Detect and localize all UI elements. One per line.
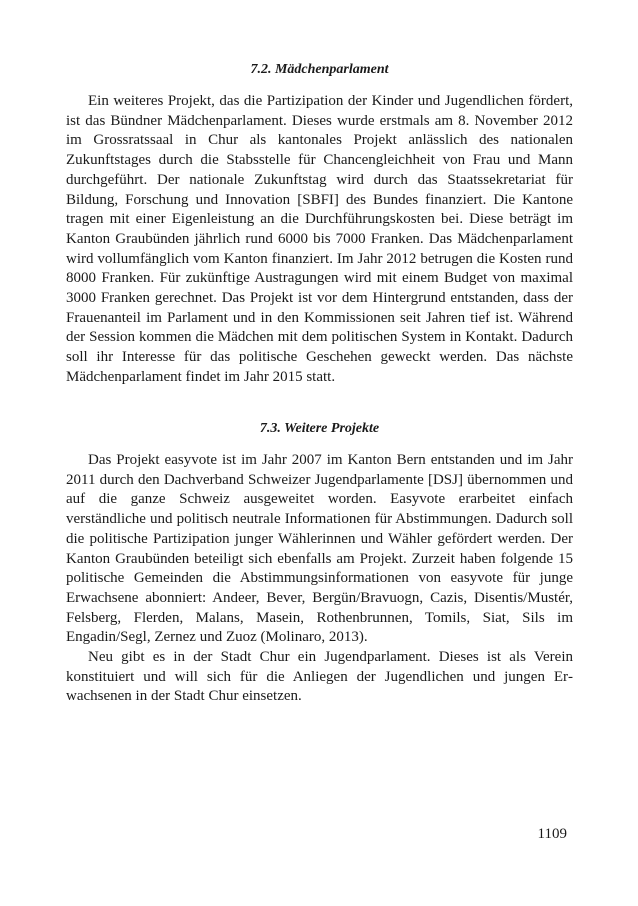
section-body-weitere-projekte (66, 451, 573, 707)
paragraph: Das Projekt easyvote ist im Jahr 2007 im Kanton Bern entstanden und im Jahr 2011 durch den Dachverband Schweizer Jugendparlamente [DSJ] übernommen und auf die ganze Schweiz ausgeweitet worden. Easyvote erarbeitet einfach verständliche und politisch neutrale Informationen für Abstimmungen. Dadurch soll die politische Partizipation junger Wählerinnen und Wähler gefördert werden. Der Kanton Graubünden beteiligt sich ebenfalls am Projekt. Zurzeit haben folgende 15 politische Gemeinden die Abstimmungsinformationen von easyvote für junge Erwachsene abonniert: Andeer, Bever, Bergün/Bravuogn, Cazis, Disentis/Mustér, Felsberg, Flerden, Malans, Masein, Rothenbrunnen, Tomils, Siat, Sils im Engadin/Segl, Zernez und Zuoz (Molinaro, 2013). (66, 452, 573, 646)
page-number: 1109 (537, 826, 567, 842)
section-heading-maedchenparlament: 7.2. Mädchenparlament (250, 62, 389, 77)
section-body-maedchenparlament (66, 92, 573, 388)
paragraph: Ein weiteres Projekt, das die Partizipation der Kinder und Jugendlichen fördert, ist das Bündner Mädchenparlament. Dieses wurde erstmals am 8. November 2012 im Grossratssaal in Chur als kantonales Projekt anlässlich des nationalen Zukunftstages durch die Stabsstelle für Chancengleichheit von Frau und Mann durchgeführt. Der nationale Zukunftstag wird durch das Staatssekretariat für Bildung, Forschung und Innovation [SBFI] des Bundes finanziert. Die Kantone tragen mit einer Eigenleistung an die Durchführungskosten bei. Diese beträgt im Kanton Graubünden jährlich rund 6000 bis 7000 Franken. Das Mädchenparlament wird vollumfänglich vom Kanton finanziert. Im Jahr 2012 betrugen die Kosten rund 8000 Franken. Für zukünftige Austragungen wird mit einem Budget von maximal 3000 Franken gerechnet. Das Projekt ist vor dem Hintergrund entstanden, dass der Frauenanteil im Parlament und in den Kommissionen seit Jahren tief ist. Während der Session kommen die Mädchen mit dem politischen System in Kontakt. Dadurch soll ihr Interesse für das politische Geschehen geweckt werden. Das nächste Mädchenparlament findet im Jahr 2015 statt. (66, 93, 573, 385)
section-heading-weitere-projekte: 7.3. Weitere Projekte (259, 421, 380, 436)
document-page (66, 0, 573, 906)
paragraph: Neu gibt es in der Stadt Chur ein Jugendparlament. Dieses ist als Verein konstituiert und will sich für die Anliegen der Jugendlichen und jungen Erwachsenen in der Stadt Chur einsetzen. (66, 649, 573, 705)
